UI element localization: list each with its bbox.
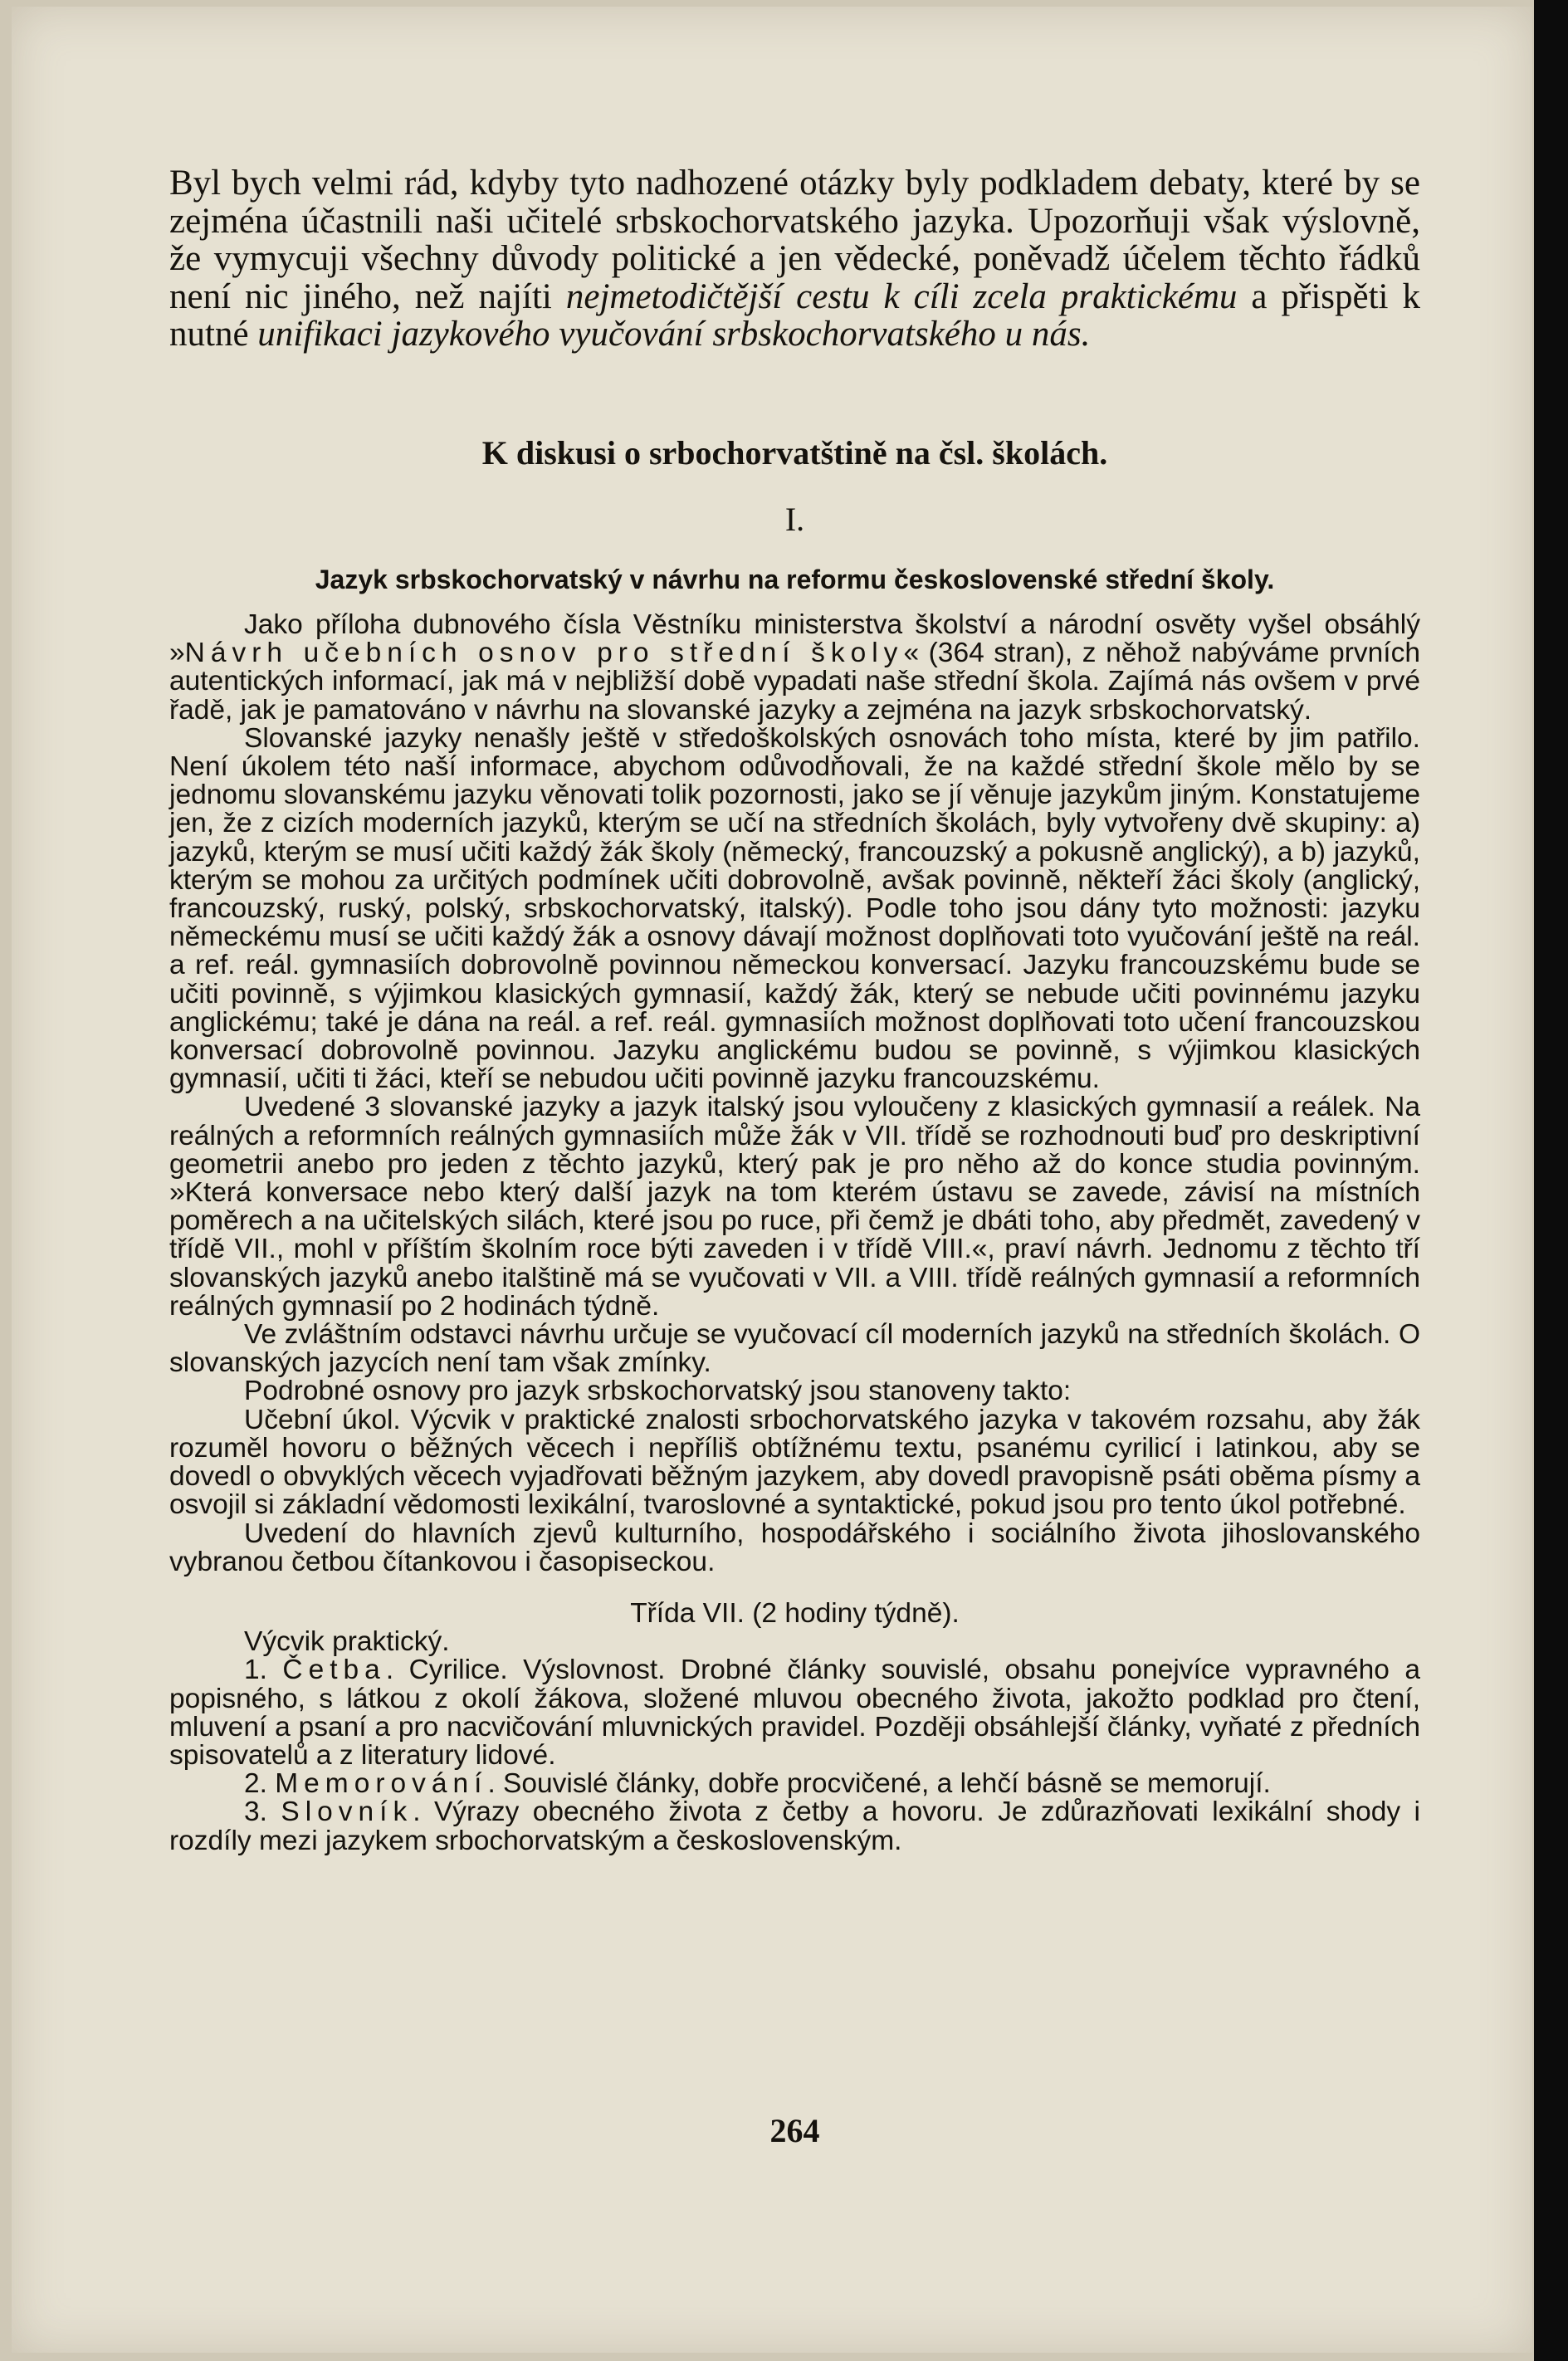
section-number: I. [784, 501, 805, 538]
paragraph-3: Uvedené 3 slovanské jazyky a jazyk italský jsou vyloučeny z klasických gymnasií a reálek. Na reálných a reformních reálných gymnasiích může žák v VII. třídě se rozhodnouti buď pro deskriptivní geometrii anebo pro jeden z těchto jazyků, který pak je pro něho až do konce studia povinným. »Která konversace nebo který další jazyk na tom kterém ústavu se zavede, závisí na místních poměrech a na učitelských silách, které jsou po ruce, při čemž je dbáti toho, aby předmět, zavedený v třídě VII., mohl v příštím školním roce býti zaveden i v třídě VIII.«, praví návrh. Jednomu z těchto tří slovanských jazyků anebo italštině má se vyučovati v VII. a VIII. třídě reálných gymnasií a reformních reálných gymnasií po 2 hodinách týdně. [169, 1092, 1420, 1322]
paragraph-4: Ve zvláštním odstavci návrhu určuje se vyučovací cíl moderních jazyků na středních školách. O slovanských jazycích není tam však zmínky. [169, 1319, 1420, 1379]
scan-edge [1534, 0, 1568, 2361]
paragraph-2: Slovanské jazyky nenašly ještě v středoškolských osnovách toho místa, které by jim patřilo. Není úkolem této naší informace, abychom odůvodňovali, že na každé střední škole mělo by se jednomu slovanskému jazyku věnovati tolik pozornosti, jako se jí věnuje jazykům jiným. Konstatujeme jen, že z cizích moderních jazyků, kterým se učí na středních školách, byly vytvořeny dvě skupiny: a) jazyků, kterým se musí učiti každý žák školy (německý, francouzský a pokusně anglický), a b) jazyků, kterým se mohou za určitých podmínek učiti dobrovolně, avšak povinně, někteří žáci školy (anglický, francouzský, ruský, polský, srbskochorvatský, italský). Podle toho jsou dány tyto možnosti: jazyku německému musí se učiti každý žák a osnovy dávají možnost doplňovati toto vyučování ještě na reál. a ref. reál. gymnasiích dobrovolně povinnou německou konversací. Jazyku francouzskému bude se učiti povinně, s výjimkou klasických gymnasií, každý žák, který se nebude učiti povinnému jazyku anglickému; také je dána na reál. a ref. reál. gymnasiích možnost doplňovati toto učení francouzskou konversací dobrovolně povinnou. Jazyku anglickému budou se povinně, s výjimkou klasických gymnasií, učiti ti žáci, kteří se nebudou učiti povinně jazyku francouzskému. [169, 722, 1420, 1095]
article-title: K diskusi o srbochorvatštině na čsl. školách. [481, 434, 1108, 472]
article-body [169, 611, 1420, 1855]
list-item-reading: 1. Četba. Cyrilice. Výslovnost. Drobné články souvislé, obsahu ponejvíce vypravného a popisného, s látkou z okolí žákova, složené mluvou obecného života, jakožto podklad pro čtení, mluvení a psaní a pro nacvičování mluvnických pravidel. Později obsáhlejší články, vyňaté z předních spisovatelů a z literatury lidové. [169, 1655, 1420, 1771]
paragraph-5: Podrobné osnovy pro jazyk srbskochorvatský jsou stanoveny takto: [244, 1376, 1072, 1407]
paragraph-1: Jako příloha dubnového čísla Věstníku ministerstva školství a národní osvěty vyšel obsáhlý »Návrh učebních osnov pro střední školy« (364 stran), z něhož nabýváme prvních autentických informací, jak má v nejbližší době vypadati naše střední škola. Zajímá nás ovšem v prvé řadě, jak je pamatováno v návrhu na slovanské jazyky a zejména na jazyk srbskochorvatský. [169, 609, 1420, 726]
list-item-memorizing: 2. Memorování. Souvislé články, dobře procvičené, a lehčí básně se memorují. [244, 1768, 1271, 1800]
document-page [12, 7, 1532, 2353]
list-item-vocabulary: 3. Slovník. Výrazy obecného života z četby a hovoru. Je zdůrazňovati lexikální shody i rozdíly mezi jazykem srbochorvatským a československým. [169, 1796, 1420, 1856]
page-number: 264 [769, 2112, 820, 2149]
class-heading: Třída VII. (2 hodiny týdně). [630, 1597, 960, 1629]
intro-paragraph [169, 164, 1420, 354]
intro-text: Byl bych velmi rád, kdyby tyto nadhozené otázky byly podkladem debaty, které by se zejména účastnili naši učitelé srbskochorvatského jazyka. Upozorňuji však výslovně, že vymycuji všechny důvody politické a jen vědecké, poněvadž účelem těchto řádků není nic jiného, než najíti nejmetodičtější cestu k cíli zcela praktickému a přispěti k nutné unifikaci jazykového vyučování srbskochorvatského u nás. [169, 164, 1420, 354]
paragraph-7: Uvedení do hlavních zjevů kulturního, hospodářského i sociálního života jihoslovanského vybranou četbou čítankovou i časopiseckou. [169, 1518, 1420, 1577]
section-subheading: Jazyk srbskochorvatský v návrhu na reformu československé střední školy. [315, 565, 1275, 594]
practical-heading: Výcvik praktický. [244, 1626, 450, 1658]
paragraph-6: Učební úkol. Výcvik v praktické znalosti srbochorvatského jazyka v takovém rozsahu, aby žák rozuměl hovoru o běžných věcech i nepříliš obtížnému textu, psanému cyrilicí i latinkou, aby se dovedl o obvyklých věcech vyjadřovati běžným jazykem, aby dovedl pravopisně psáti oběma písmy a osvojil si základní vědomosti lexikální, tvaroslovné a syntaktické, pokud jsou pro tento úkol potřebné. [169, 1404, 1420, 1521]
